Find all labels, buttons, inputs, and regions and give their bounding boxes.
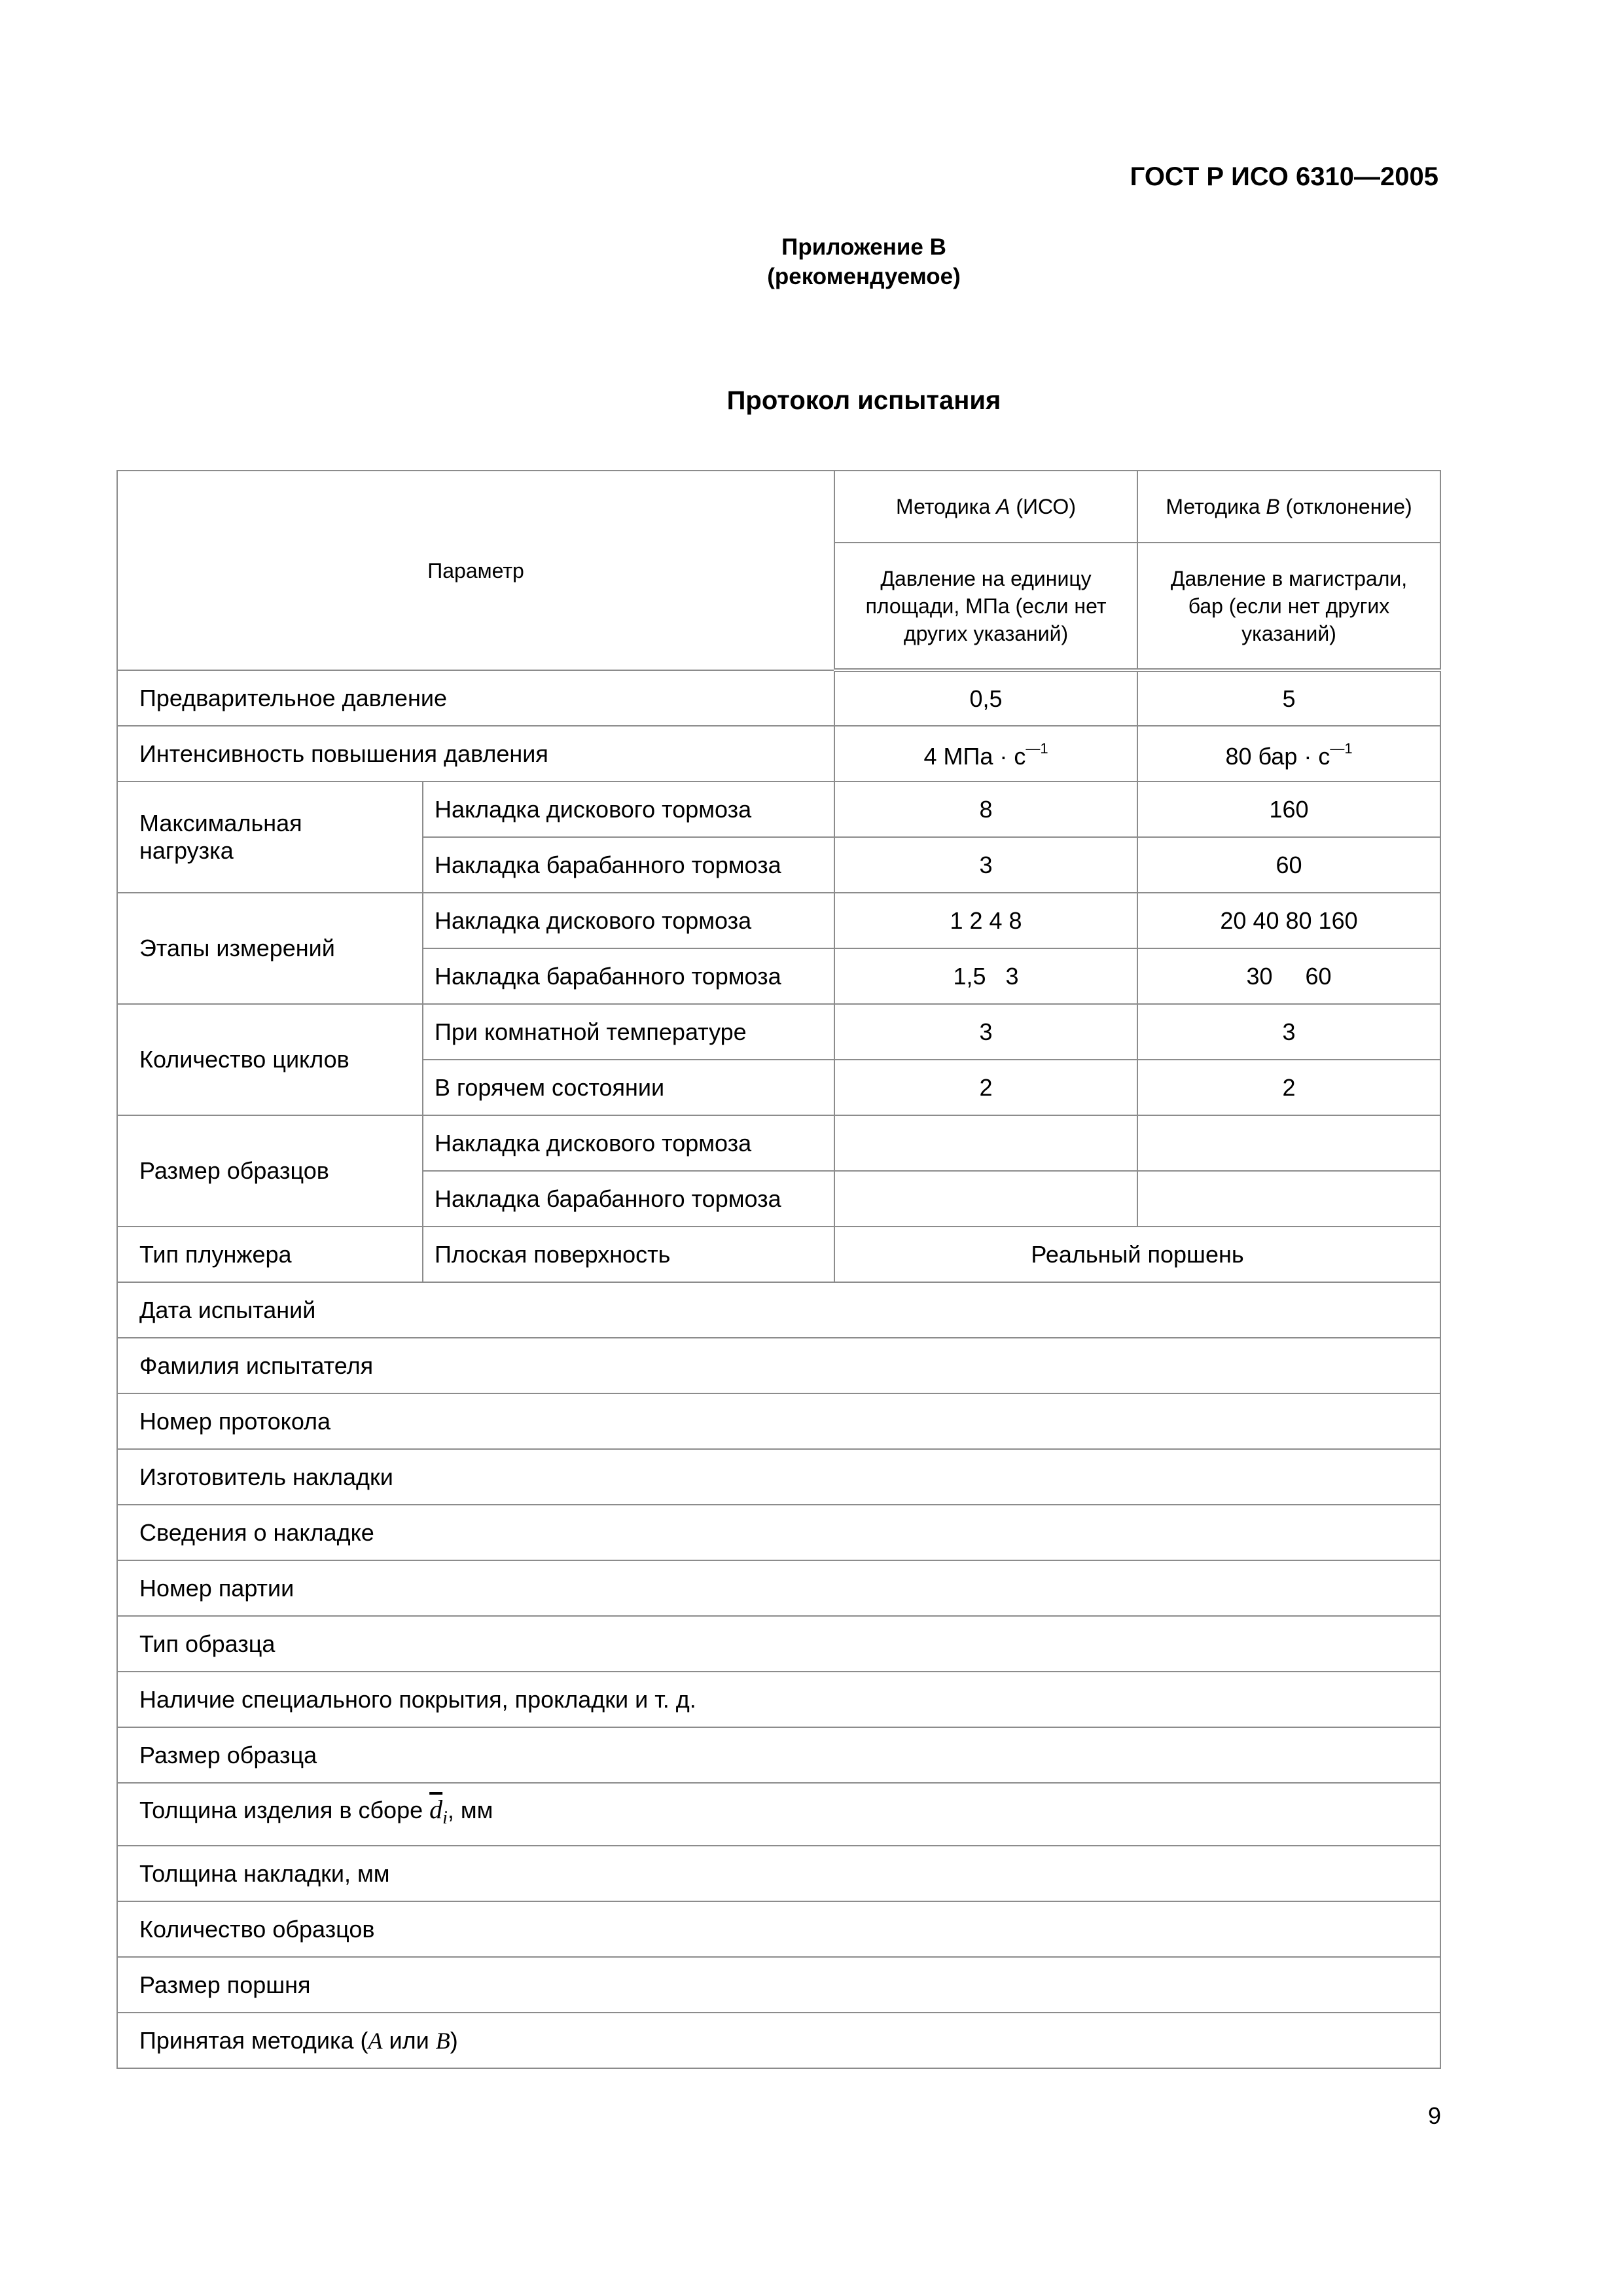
header-method-a: Методика A (ИСО) bbox=[834, 471, 1137, 543]
row-group-label: Этапы измерений bbox=[117, 893, 423, 1004]
table-row bbox=[117, 1505, 1440, 1560]
page-number: 9 bbox=[1427, 2102, 1441, 2129]
header-row-methods bbox=[117, 471, 1440, 543]
table-row bbox=[117, 893, 1440, 948]
table-row bbox=[117, 1560, 1440, 1616]
cell-method-a: 4 МПа · $с^{—1}$ bbox=[834, 726, 1137, 781]
row-label: Размер поршня bbox=[117, 1957, 1440, 2013]
table-row bbox=[117, 1727, 1440, 1783]
table-row bbox=[117, 1901, 1440, 1957]
row-label: Сведения о накладке bbox=[117, 1505, 1440, 1560]
header-parameter: Параметр bbox=[117, 471, 834, 670]
table-row bbox=[117, 1783, 1440, 1846]
row-sublabel: Накладка барабанного тормоза bbox=[423, 1171, 834, 1227]
cell-method-b: 60 bbox=[1137, 837, 1440, 893]
cell-method-a bbox=[834, 1171, 1137, 1227]
cell-method-b: 160 bbox=[1137, 781, 1440, 837]
table-row bbox=[117, 1004, 1440, 1060]
table-row bbox=[117, 1449, 1440, 1505]
row-group-label: Количество циклов bbox=[117, 1004, 423, 1115]
table-row bbox=[117, 1115, 1440, 1171]
cell-method-b: 20 40 80 160 bbox=[1137, 893, 1440, 948]
row-label: Тип образца bbox=[117, 1616, 1440, 1672]
row-group-label: Размер образцов bbox=[117, 1115, 423, 1227]
row-label: Изготовитель накладки bbox=[117, 1449, 1440, 1505]
row-label: Дата испытаний bbox=[117, 1282, 1440, 1338]
cell-plunger-real: Реальный поршень bbox=[834, 1227, 1440, 1282]
cell-method-a: 1,5 3 bbox=[834, 948, 1137, 1004]
table-row bbox=[117, 1227, 1440, 1282]
cell-method-a: 8 bbox=[834, 781, 1137, 837]
cell-method-b bbox=[1137, 1171, 1440, 1227]
header-method-b: Методика B (отклонение) bbox=[1137, 471, 1440, 543]
table-row bbox=[117, 1616, 1440, 1672]
row-label: Предварительное давление bbox=[117, 670, 834, 726]
table-row bbox=[117, 2013, 1440, 2068]
row-sublabel: В горячем состоянии bbox=[423, 1060, 834, 1115]
row-label: Наличие специального покрытия, прокладки и т. д. bbox=[117, 1672, 1440, 1727]
cell-method-b: 3 bbox=[1137, 1004, 1440, 1060]
table-row bbox=[117, 1282, 1440, 1338]
row-sublabel: Накладка барабанного тормоза bbox=[423, 837, 834, 893]
cell-method-a bbox=[834, 1115, 1137, 1171]
header-method-b-units: Давление в магистрали, бар (если нет других указаний) bbox=[1137, 543, 1440, 670]
row-label: Толщина накладки, мм bbox=[117, 1846, 1440, 1901]
cell-method-b bbox=[1137, 1115, 1440, 1171]
cell-method-a: 2 bbox=[834, 1060, 1137, 1115]
table-row bbox=[117, 1846, 1440, 1901]
header-method-a-units: Давление на единицу площади, МПа (если нет других указаний) bbox=[834, 543, 1137, 670]
table-row bbox=[117, 781, 1440, 837]
cell-method-a: 1 2 4 8 bbox=[834, 893, 1137, 948]
protocol-title: Протокол испытания bbox=[726, 386, 1001, 415]
row-sublabel: Накладка дискового тормоза bbox=[423, 893, 834, 948]
row-label: Фамилия испытателя bbox=[117, 1338, 1440, 1393]
protocol-table bbox=[116, 470, 1441, 2069]
row-sublabel: Накладка дискового тормоза bbox=[423, 1115, 834, 1171]
row-sublabel: Плоская поверхность bbox=[423, 1227, 834, 1282]
table-row bbox=[117, 1672, 1440, 1727]
table-row bbox=[117, 1957, 1440, 2013]
row-label: Номер партии bbox=[117, 1560, 1440, 1616]
row-label: Номер протокола bbox=[117, 1393, 1440, 1449]
cell-method-a: 3 bbox=[834, 1004, 1137, 1060]
cell-method-b: 5 bbox=[1137, 670, 1440, 726]
row-sublabel: При комнатной температуре bbox=[423, 1004, 834, 1060]
cell-method-a: 3 bbox=[834, 837, 1137, 893]
row-sublabel: Накладка барабанного тормоза bbox=[423, 948, 834, 1004]
row-label: Тип плунжера bbox=[117, 1227, 423, 1282]
annex-title: Приложение В bbox=[781, 234, 946, 260]
table-row bbox=[117, 670, 1440, 726]
cell-method-a: 0,5 bbox=[834, 670, 1137, 726]
row-label: Размер образца bbox=[117, 1727, 1440, 1783]
cell-method-b: 80 бар · $с^{—1}$ bbox=[1137, 726, 1440, 781]
row-group-label: Максимальная нагрузка bbox=[117, 781, 423, 893]
row-label: Принятая методика (A или B) bbox=[117, 2013, 1440, 2068]
row-sublabel: Накладка дискового тормоза bbox=[423, 781, 834, 837]
cell-method-b: 2 bbox=[1137, 1060, 1440, 1115]
row-label: Толщина изделия в сборе $\overline{d}_i$, мм bbox=[117, 1783, 1440, 1846]
table-row bbox=[117, 1393, 1440, 1449]
annex-type: (рекомендуемое) bbox=[767, 264, 961, 289]
table-row bbox=[117, 726, 1440, 781]
row-label: Количество образцов bbox=[117, 1901, 1440, 1957]
row-label: Интенсивность повышения давления bbox=[117, 726, 834, 781]
table-row bbox=[117, 1338, 1440, 1393]
standard-number: ГОСТ Р ИСО 6310—2005 bbox=[1130, 162, 1438, 191]
cell-method-b: 30 60 bbox=[1137, 948, 1440, 1004]
annex-heading bbox=[0, 232, 1623, 291]
